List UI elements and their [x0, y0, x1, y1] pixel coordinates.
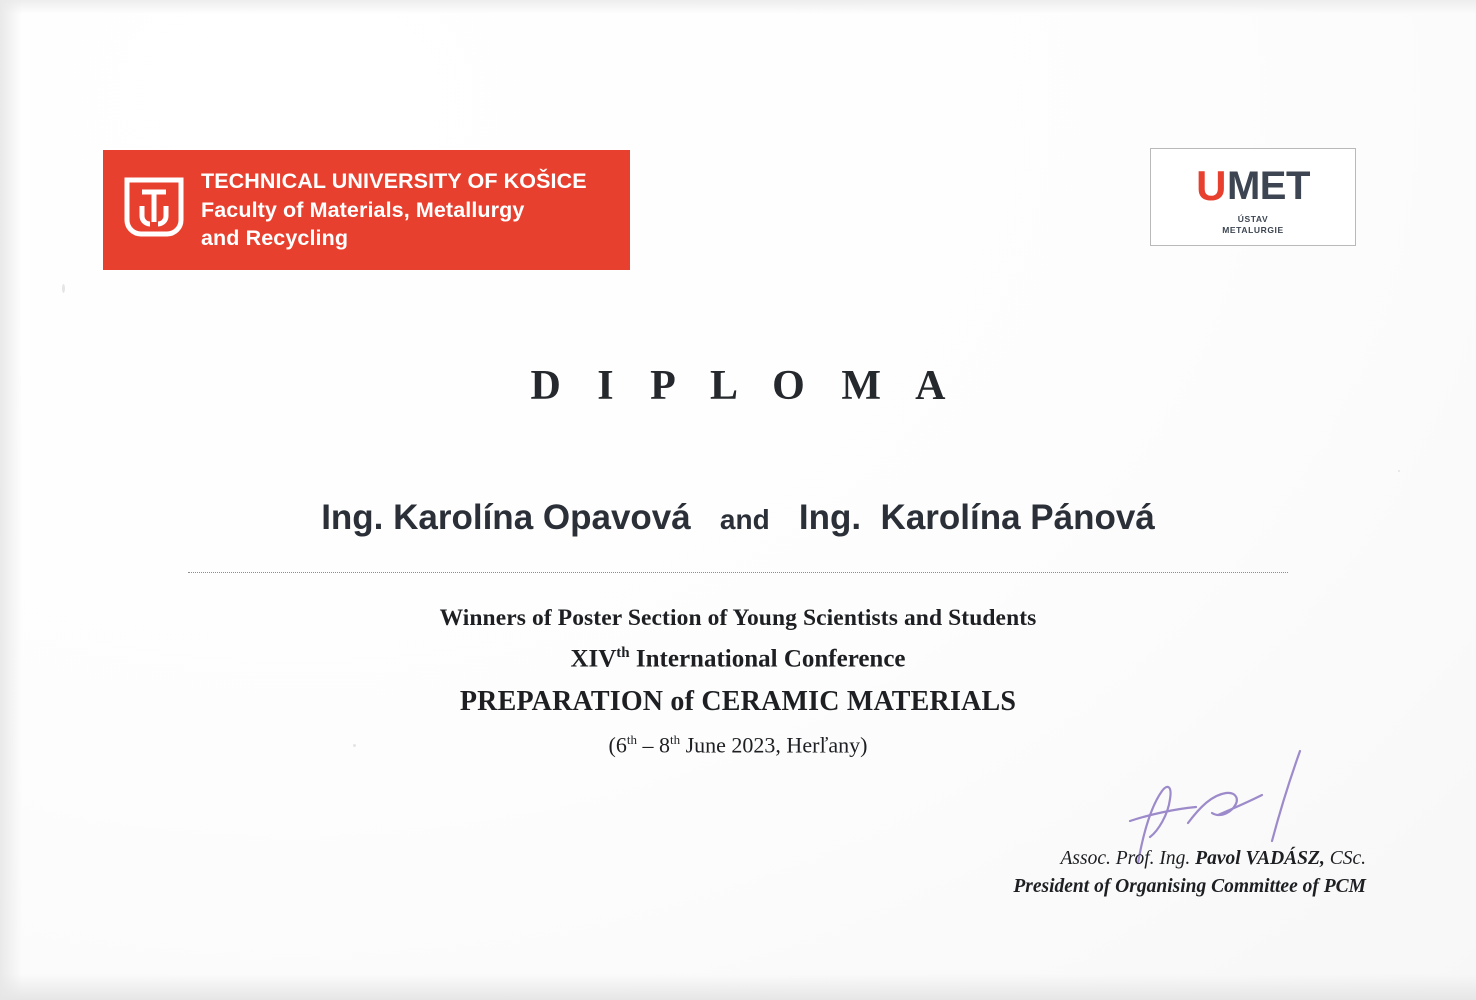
conference-date-location — [0, 732, 1476, 758]
signatory-suffix: CSc. — [1324, 848, 1366, 869]
tuke-line-1: TECHNICAL UNIVERSITY OF KOŠICE — [201, 169, 587, 194]
umet-wordmark — [1196, 162, 1310, 209]
awardee-person-1: Ing. Karolína Opavová — [321, 498, 691, 537]
tuke-line-2: Faculty of Materials, Metallurgy — [201, 197, 525, 222]
page-title: D I P L O M A — [530, 363, 959, 409]
scan-speck — [353, 744, 356, 747]
conference-ordinal-suffix: th — [616, 644, 630, 661]
scan-edge-top — [0, 0, 1476, 14]
date-mid: – 8 — [636, 732, 670, 758]
signatory-name — [1013, 845, 1366, 873]
tuke-logo-banner — [103, 150, 630, 270]
umet-logo-box — [1150, 148, 1356, 246]
signatory-lastname: Pavol VADÁSZ, — [1195, 848, 1325, 869]
awardee-names — [0, 498, 1476, 538]
dotted-divider — [188, 572, 1288, 573]
conference-label: International Conference — [629, 644, 906, 672]
scan-edge-bottom — [0, 974, 1476, 1000]
tuke-shield-icon — [123, 176, 185, 244]
umet-subtitle-line-1: ÚSTAV — [1237, 214, 1269, 224]
signatory-prefix: Assoc. Prof. Ing. — [1060, 848, 1196, 869]
date-open: (6 — [608, 732, 627, 758]
umet-logo-inner — [1151, 162, 1355, 237]
scan-speck — [1398, 470, 1400, 472]
date-rest: June 2023, Herľany) — [680, 732, 868, 758]
citation-block — [0, 607, 1476, 758]
scan-speck — [62, 284, 65, 293]
umet-u-letter: U — [1196, 162, 1226, 209]
date-sup-1: th — [626, 731, 637, 747]
conference-name: PREPARATION of CERAMIC MATERIALS — [459, 685, 1017, 717]
tuke-logo-text — [201, 167, 587, 252]
citation-line-1: Winners of Poster Section of Young Scientists and Students — [439, 605, 1037, 631]
umet-subtitle — [1151, 214, 1355, 237]
awardee-conjunction: and — [719, 504, 770, 535]
umet-met-letters: MET — [1226, 164, 1310, 208]
signature-block — [1013, 845, 1366, 902]
awardee-person-2: Ing. Karolína Pánová — [798, 498, 1155, 537]
date-sup-2: th — [669, 731, 681, 747]
umet-subtitle-line-2: METALURGIE — [1222, 225, 1284, 236]
conference-ordinal: XIV — [570, 644, 617, 672]
tuke-line-3: and Recycling — [201, 226, 349, 251]
signatory-role: President of Organising Committee of PCM — [1013, 876, 1366, 898]
citation-line-2 — [0, 645, 1476, 673]
